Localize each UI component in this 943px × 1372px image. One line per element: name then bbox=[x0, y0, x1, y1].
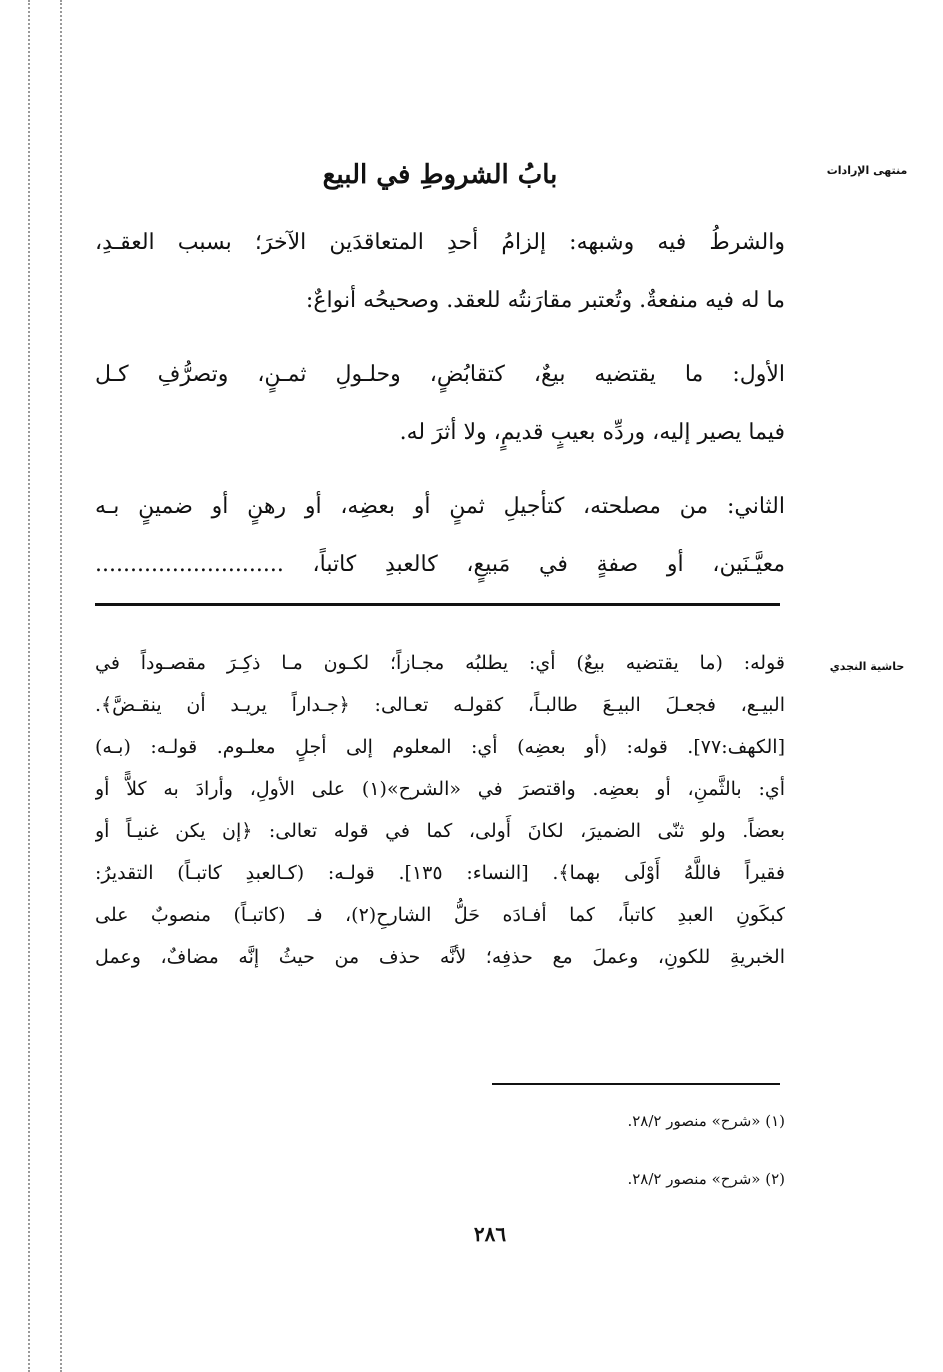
footnote-2: (٢) «شرح» منصور ٢٨/٢. bbox=[627, 1170, 785, 1188]
left-dotted-edge bbox=[28, 0, 30, 1372]
side-label-commentary: حاشية النجدي bbox=[829, 660, 905, 673]
commentary-text bbox=[95, 642, 785, 978]
main-line-5: الثاني: من مصلحته، كتأجيلِ ثمنٍ أو بعضِه، أو رهنٍ أو ضمينٍ بـه bbox=[95, 494, 785, 519]
commentary-line-2: البيـع، فجعـلَ البيـعَ طالبـاً، كقولـه تعـالى: ﴿جـداراً يريـد أن ينقـضَّ﴾. bbox=[95, 694, 785, 716]
main-text-first bbox=[95, 346, 785, 462]
footnote-separator bbox=[492, 1083, 780, 1085]
commentary-line-7: كبكَونِ العبدِ كاتباً، كما أفـادَه حَلُّ الشارحِ(٢)، فـ (كاتبـاً) منصوبٌ على bbox=[95, 904, 785, 926]
main-text bbox=[95, 214, 785, 330]
main-line-4: فيما يصير إليه، وردِّه بعيبٍ قديمٍ، ولا أثرَ له. bbox=[399, 420, 785, 445]
commentary-line-5: بعضاً. ولو ثنّى الضميرَ، لكانَ أَولى، كما في قوله تعالى: ﴿إن يكن غنيـاً أو bbox=[95, 820, 785, 842]
section-separator bbox=[95, 603, 780, 606]
commentary-line-8: الخبريةِ للكونِ، وعملَ مع حذفِه؛ لأنَّه حذف من حيثُ إنَّه مضافٌ، وعمل bbox=[95, 946, 785, 968]
main-line-6: معيَّـنَين، أو صفةٍ في مَبيعٍ، كالعبدِ كاتباً، ........................... bbox=[95, 552, 785, 577]
footnote-1: (١) «شرح» منصور ٢٨/٢. bbox=[627, 1112, 785, 1130]
main-line-1: والشرطُ فيه وشبهه: إلزامُ أحدِ المتعاقدَين الآخرَ؛ بسبب العقـدِ، bbox=[95, 230, 785, 255]
main-line-3: الأول: ما يقتضيه بيعٌ، كتقابُضٍ، وحلـولِ ثمـنٍ، وتصرُّفِ كـل bbox=[95, 362, 785, 387]
commentary-line-1: قوله: (ما يقتضيه بيعٌ) أي: يطلبُه مجـازاً؛ لكـون مـا ذكِـرَ مقصـوداً في bbox=[95, 652, 785, 674]
page-number: ٢٨٦ bbox=[473, 1222, 507, 1246]
chapter-title: بابُ الشروطِ في البيع bbox=[322, 160, 558, 190]
main-line-2: ما له فيه منفعةٌ. وتُعتبر مقارَنتُه للعقد. وصحيحُه أنواعٌ: bbox=[305, 288, 785, 313]
commentary-line-6: فقيراً فاللَّهُ أَوْلَى بهما﴾. [النساء: ١٣٥]. قولـه: (كـالعبدِ كاتبـاً) التقديرُ: bbox=[95, 862, 785, 884]
commentary-line-4: أي: بالثَّمنِ، أو بعضِه. واقتصرَ في «الشرح»(١) على الأولِ، وأرادَ به كلاًّ أو bbox=[95, 778, 785, 800]
side-label-book: منتهى الإرادات bbox=[826, 164, 908, 177]
commentary-line-3: [الكهف:٧٧]. قوله: (أو بعضِه) أي: المعلوم إلى أجلٍ معلـوم. قولـه: (بـه) bbox=[95, 736, 785, 758]
main-text-second bbox=[95, 478, 785, 594]
left-dotted-edge-2 bbox=[60, 0, 62, 1372]
